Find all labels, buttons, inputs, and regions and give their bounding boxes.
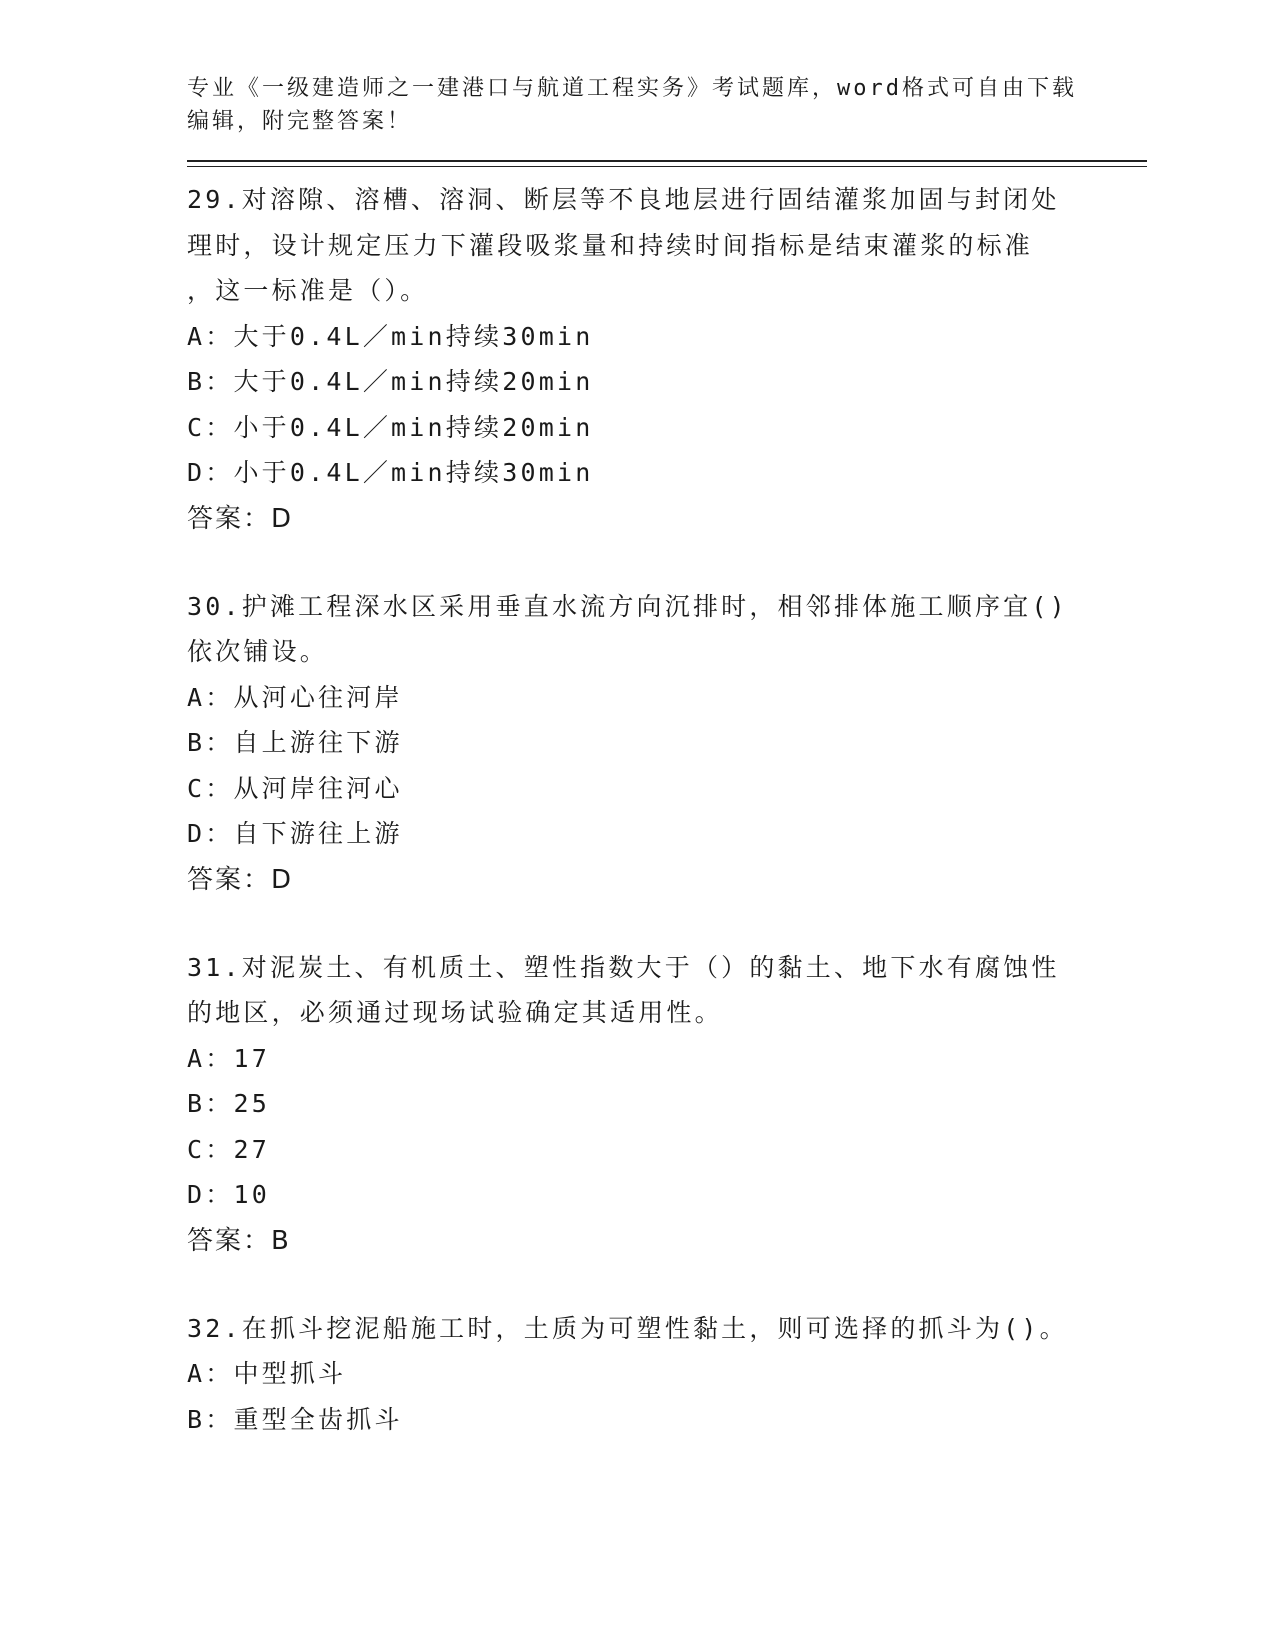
question-31 — [187, 945, 1147, 1264]
question-text-line: 依次铺设。 — [187, 637, 329, 666]
header-line-2: 编辑，附完整答案！ — [187, 109, 413, 134]
option-a: A：从河心往河岸 — [187, 682, 403, 712]
question-text-line: 30.护滩工程深水区采用垂直水流方向沉排时，相邻排体施工顺序宜() — [187, 591, 1068, 621]
option-c: C：从河岸往河心 — [187, 773, 403, 803]
question-text-line: 32.在抓斗挖泥船施工时，土质为可塑性黏土，则可选择的抓斗为()。 — [187, 1313, 1068, 1343]
document-page — [187, 72, 1147, 1442]
question-text-line: 的地区，必须通过现场试验确定其适用性。 — [187, 998, 723, 1027]
option-a: A：大于0.4L／min持续30min — [187, 321, 594, 351]
option-b: B：重型全齿抓斗 — [187, 1404, 403, 1434]
option-c: C：27 — [187, 1134, 270, 1164]
question-30 — [187, 584, 1147, 903]
option-a: A：中型抓斗 — [187, 1359, 347, 1388]
option-b: B：大于0.4L／min持续20min — [187, 367, 594, 396]
option-a: A：17 — [187, 1043, 270, 1073]
question-text-line: 31.对泥炭土、有机质土、塑性指数大于（）的黏土、地下水有腐蚀性 — [187, 952, 1060, 982]
header-line-1: 专业《一级建造师之一建港口与航道工程实务》考试题库，word格式可自由下载 — [187, 76, 1077, 101]
answer-label: 答案：D — [187, 864, 294, 895]
option-d: D：自下游往上游 — [187, 819, 403, 848]
option-b: B：自上游往下游 — [187, 728, 403, 757]
option-d: D：小于0.4L／min持续30min — [187, 458, 594, 487]
question-text-line: 理时，设计规定压力下灌段吸浆量和持续时间指标是结束灌浆的标准 — [187, 230, 1034, 260]
question-29 — [187, 177, 1147, 542]
option-b: B：25 — [187, 1089, 270, 1118]
question-text-line: ，这一标准是（）。 — [187, 276, 429, 305]
document-header — [187, 72, 1147, 138]
answer-label: 答案：B — [187, 1225, 291, 1256]
question-text-line: 29.对溶隙、溶槽、溶洞、断层等不良地层进行固结灌浆加固与封闭处 — [187, 185, 1060, 214]
answer-label: 答案：D — [187, 503, 294, 534]
question-32 — [187, 1306, 1147, 1443]
option-c: C：小于0.4L／min持续20min — [187, 412, 594, 442]
option-d: D：10 — [187, 1180, 270, 1209]
header-divider — [187, 160, 1147, 167]
